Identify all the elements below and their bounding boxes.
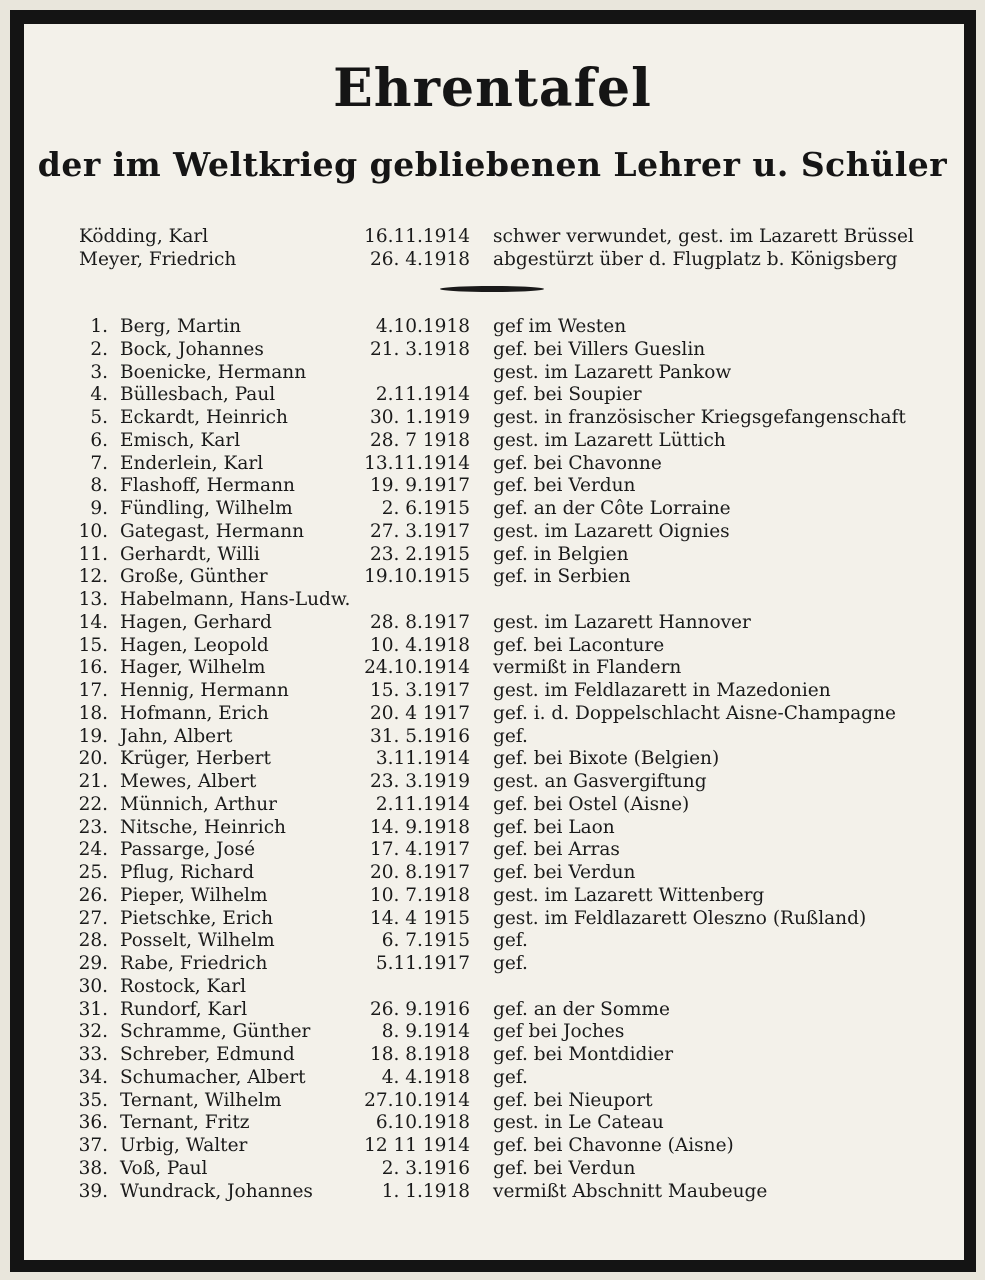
student-date: 6. 7.1915 — [381, 930, 470, 952]
student-name: Eckardt, Heinrich — [120, 407, 288, 428]
student-row — [0, 725, 985, 748]
student-row — [0, 1089, 985, 1112]
student-name: Emisch, Karl — [120, 429, 241, 451]
student-date: 3.11.1914 — [375, 748, 470, 770]
student-number: 27. — [78, 907, 108, 929]
student-note: gest. in Le Cateau — [493, 1112, 664, 1134]
student-row — [0, 338, 985, 361]
student-number: 22. — [78, 793, 108, 815]
student-row — [0, 1020, 985, 1043]
student-date: 2. 3.1916 — [381, 1157, 470, 1179]
student-note: gef. bei Verdun — [493, 475, 636, 497]
student-note: gef. bei Montdidier — [493, 1044, 674, 1065]
student-name: Fündling, Wilhelm — [120, 498, 293, 519]
student-date: 13.11.1914 — [364, 452, 470, 474]
student-row — [0, 429, 985, 452]
student-note: gest. im Lazarett Oignies — [493, 520, 730, 542]
student-row — [0, 770, 985, 793]
student-number: 4. — [90, 384, 108, 406]
student-row — [0, 565, 985, 588]
teacher-name: Ködding, Karl — [79, 226, 209, 247]
student-name: Berg, Martin — [120, 316, 242, 337]
student-number: 33. — [78, 1044, 108, 1065]
student-number: 3. — [90, 361, 108, 383]
student-name: Hofmann, Erich — [120, 702, 269, 724]
student-row — [0, 679, 985, 702]
student-row — [0, 611, 985, 634]
student-date: 10. 7.1918 — [369, 884, 470, 906]
student-number: 24. — [78, 839, 108, 861]
student-name: Wundrack, Johannes — [120, 1180, 313, 1202]
student-name: Passarge, José — [120, 839, 256, 861]
student-note: gest. im Lazarett Pankow — [493, 361, 732, 383]
student-number: 21. — [78, 771, 108, 792]
teacher-note: abgestürzt über d. Flugplatz b. Königsberg — [493, 249, 898, 270]
student-note: vermißt in Flandern — [493, 657, 682, 679]
student-row — [0, 497, 985, 520]
student-note: gef. bei Ostel (Aisne) — [493, 793, 690, 815]
student-row — [0, 998, 985, 1021]
student-date: 21. 3.1918 — [369, 338, 470, 360]
student-number: 34. — [78, 1066, 108, 1088]
student-number: 38. — [78, 1157, 108, 1179]
student-number: 13. — [78, 589, 108, 610]
student-date: 27.10.1914 — [364, 1089, 470, 1111]
student-date: 4.10.1918 — [375, 316, 470, 337]
student-row — [0, 634, 985, 657]
student-name: Büllesbach, Paul — [120, 384, 276, 406]
student-date: 20. 8.1917 — [369, 862, 470, 883]
student-date: 19. 9.1917 — [369, 475, 470, 497]
student-number: 9. — [90, 498, 108, 519]
student-note: gef. — [493, 1066, 528, 1088]
student-name: Flashoff, Hermann — [120, 475, 295, 497]
student-name: Mewes, Albert — [120, 771, 257, 792]
student-date: 6.10.1918 — [375, 1112, 470, 1134]
student-name: Gategast, Hermann — [120, 520, 305, 542]
student-note: gef. — [493, 725, 528, 747]
student-date: 10. 4.1918 — [369, 634, 470, 656]
student-note: gef. — [493, 953, 528, 974]
student-number: 11. — [78, 543, 108, 565]
student-row — [0, 861, 985, 884]
student-name: Jahn, Albert — [120, 725, 233, 747]
student-date: 2. 6.1915 — [381, 498, 470, 519]
student-row — [0, 1066, 985, 1089]
student-note: gef. an der Somme — [493, 998, 670, 1020]
student-number: 36. — [78, 1112, 108, 1134]
student-number: 26. — [78, 884, 108, 906]
student-name: Schumacher, Albert — [120, 1066, 306, 1088]
student-number: 25. — [78, 862, 108, 883]
student-name: Schreber, Edmund — [120, 1044, 295, 1065]
student-note: gef. bei Verdun — [493, 1157, 636, 1179]
student-date: 5.11.1917 — [375, 953, 470, 974]
student-number: 17. — [78, 680, 108, 701]
student-number: 32. — [78, 1021, 108, 1043]
student-row — [0, 793, 985, 816]
student-note: gef. an der Côte Lorraine — [493, 498, 731, 519]
student-name: Ternant, Fritz — [120, 1112, 250, 1134]
student-number: 5. — [90, 407, 108, 428]
student-note: gest. im Lazarett Wittenberg — [493, 884, 765, 906]
student-name: Hager, Wilhelm — [120, 657, 266, 679]
student-number: 18. — [78, 702, 108, 724]
student-date: 23. 3.1919 — [369, 771, 470, 792]
student-name: Rostock, Karl — [120, 975, 247, 997]
student-name: Krüger, Herbert — [120, 748, 271, 770]
student-note: gef. — [493, 930, 528, 952]
student-number: 20. — [78, 748, 108, 770]
student-row — [0, 702, 985, 725]
student-name: Ternant, Wilhelm — [120, 1089, 282, 1111]
student-note: gef. bei Arras — [493, 839, 620, 861]
student-name: Pieper, Wilhelm — [120, 884, 268, 906]
student-date: 14. 9.1918 — [369, 816, 470, 838]
student-row — [0, 452, 985, 475]
student-number: 12. — [78, 566, 108, 588]
student-date: 19.10.1915 — [364, 566, 470, 588]
student-row — [0, 406, 985, 429]
student-number: 1. — [90, 316, 108, 337]
student-row — [0, 1043, 985, 1066]
student-row — [0, 838, 985, 861]
student-number: 7. — [90, 452, 108, 474]
student-date: 12 11 1914 — [364, 1135, 470, 1156]
student-number: 39. — [78, 1180, 108, 1202]
student-row — [0, 907, 985, 930]
student-number: 15. — [78, 634, 108, 656]
student-number: 23. — [78, 816, 108, 838]
student-note: gest. im Lazarett Lüttich — [493, 429, 726, 451]
student-number: 28. — [78, 930, 108, 952]
student-note: gef. bei Bixote (Belgien) — [493, 748, 720, 770]
student-name: Nitsche, Heinrich — [120, 816, 286, 838]
student-note: gef. bei Chavonne (Aisne) — [493, 1135, 734, 1156]
student-name: Schramme, Günther — [120, 1021, 311, 1043]
student-row — [0, 952, 985, 975]
student-date: 20. 4 1917 — [369, 702, 470, 724]
page-subtitle: der im Weltkrieg gebliebenen Lehrer u. Schüler — [37, 145, 948, 184]
student-number: 37. — [78, 1135, 108, 1156]
student-number: 6. — [90, 429, 108, 451]
student-row — [0, 474, 985, 497]
student-date: 23. 2.1915 — [369, 543, 470, 565]
student-row — [0, 1157, 985, 1180]
student-name: Voß, Paul — [120, 1157, 208, 1179]
student-number: 16. — [78, 657, 108, 679]
student-row — [0, 1134, 985, 1157]
student-name: Bock, Johannes — [120, 338, 264, 360]
student-row — [0, 1180, 985, 1203]
student-note: gest. an Gasvergiftung — [493, 771, 707, 792]
student-row — [0, 656, 985, 679]
student-date: 28. 8.1917 — [369, 611, 470, 633]
student-number: 19. — [78, 725, 108, 747]
student-name: Hennig, Hermann — [120, 680, 289, 701]
student-row — [0, 543, 985, 566]
student-name: Hagen, Gerhard — [120, 611, 272, 633]
student-row — [0, 929, 985, 952]
student-note: gef. i. d. Doppelschlacht Aisne-Champagne — [493, 702, 896, 724]
student-name: Hagen, Leopold — [120, 634, 269, 656]
student-note: gef. bei Verdun — [493, 862, 636, 883]
student-date: 28. 7 1918 — [369, 429, 470, 451]
student-number: 35. — [78, 1089, 108, 1111]
student-name: Rundorf, Karl — [120, 998, 248, 1020]
student-note: gef. bei Laconture — [493, 634, 665, 656]
student-note: gest. im Lazarett Hannover — [493, 611, 751, 633]
student-number: 29. — [78, 953, 108, 974]
student-note: gef. bei Laon — [493, 816, 615, 838]
student-date: 27. 3.1917 — [369, 520, 470, 542]
student-name: Pflug, Richard — [120, 862, 255, 883]
student-date: 14. 4 1915 — [369, 907, 470, 929]
student-date: 15. 3.1917 — [369, 680, 470, 701]
student-number: 31. — [78, 998, 108, 1020]
student-name: Große, Günther — [120, 566, 268, 588]
teacher-name: Meyer, Friedrich — [79, 249, 237, 270]
student-note: gef im Westen — [493, 316, 627, 337]
student-note: gef. bei Nieuport — [493, 1089, 653, 1111]
student-date: 2.11.1914 — [375, 793, 470, 815]
student-row — [0, 315, 985, 338]
student-date: 31. 5.1916 — [369, 725, 470, 747]
student-row — [0, 383, 985, 406]
student-number: 2. — [90, 338, 108, 360]
student-date: 4. 4.1918 — [381, 1066, 470, 1088]
student-row — [0, 1111, 985, 1134]
student-note: gef. bei Chavonne — [493, 452, 662, 474]
student-number: 14. — [78, 611, 108, 633]
student-number: 8. — [90, 475, 108, 497]
student-number: 30. — [78, 975, 108, 997]
section-divider — [440, 286, 544, 292]
student-note: gest. in französischer Kriegsgefangenschaft — [493, 407, 906, 428]
student-date: 1. 1.1918 — [381, 1180, 470, 1202]
student-name: Gerhardt, Willi — [120, 543, 260, 565]
teacher-row — [0, 248, 985, 271]
student-date: 30. 1.1919 — [369, 407, 470, 428]
student-date: 24.10.1914 — [364, 657, 470, 679]
teacher-row — [0, 225, 985, 248]
page-title: Ehrentafel — [333, 58, 652, 119]
student-note: gef. in Serbien — [493, 566, 631, 588]
student-name: Pietschke, Erich — [120, 907, 273, 929]
student-name: Habelmann, Hans-Ludw. — [120, 589, 351, 610]
student-name: Boenicke, Hermann — [120, 361, 307, 383]
student-name: Urbig, Walter — [120, 1135, 248, 1156]
student-number: 10. — [78, 520, 108, 542]
student-note: vermißt Abschnitt Maubeuge — [493, 1180, 768, 1202]
student-row — [0, 816, 985, 839]
student-name: Rabe, Friedrich — [120, 953, 268, 974]
student-row — [0, 361, 985, 384]
student-row — [0, 520, 985, 543]
teacher-date: 16.11.1914 — [364, 226, 470, 247]
student-row — [0, 975, 985, 998]
student-row — [0, 747, 985, 770]
student-date: 8. 9.1914 — [381, 1021, 470, 1043]
student-note: gef bei Joches — [493, 1021, 625, 1043]
student-row — [0, 588, 985, 611]
student-note: gest. im Feldlazarett Oleszno (Rußland) — [493, 907, 867, 929]
student-date: 17. 4.1917 — [369, 839, 470, 861]
student-date: 18. 8.1918 — [369, 1044, 470, 1065]
student-note: gef. in Belgien — [493, 543, 629, 565]
teacher-note: schwer verwundet, gest. im Lazarett Brüssel — [493, 226, 914, 247]
student-row — [0, 884, 985, 907]
student-date: 26. 9.1916 — [369, 998, 470, 1020]
student-name: Posselt, Wilhelm — [120, 930, 275, 952]
student-note: gest. im Feldlazarett in Mazedonien — [493, 680, 831, 701]
student-note: gef. bei Soupier — [493, 384, 642, 406]
teacher-date: 26. 4.1918 — [369, 249, 470, 270]
student-name: Enderlein, Karl — [120, 452, 264, 474]
student-date: 2.11.1914 — [375, 384, 470, 406]
student-name: Münnich, Arthur — [120, 793, 277, 815]
student-note: gef. bei Villers Gueslin — [493, 338, 706, 360]
